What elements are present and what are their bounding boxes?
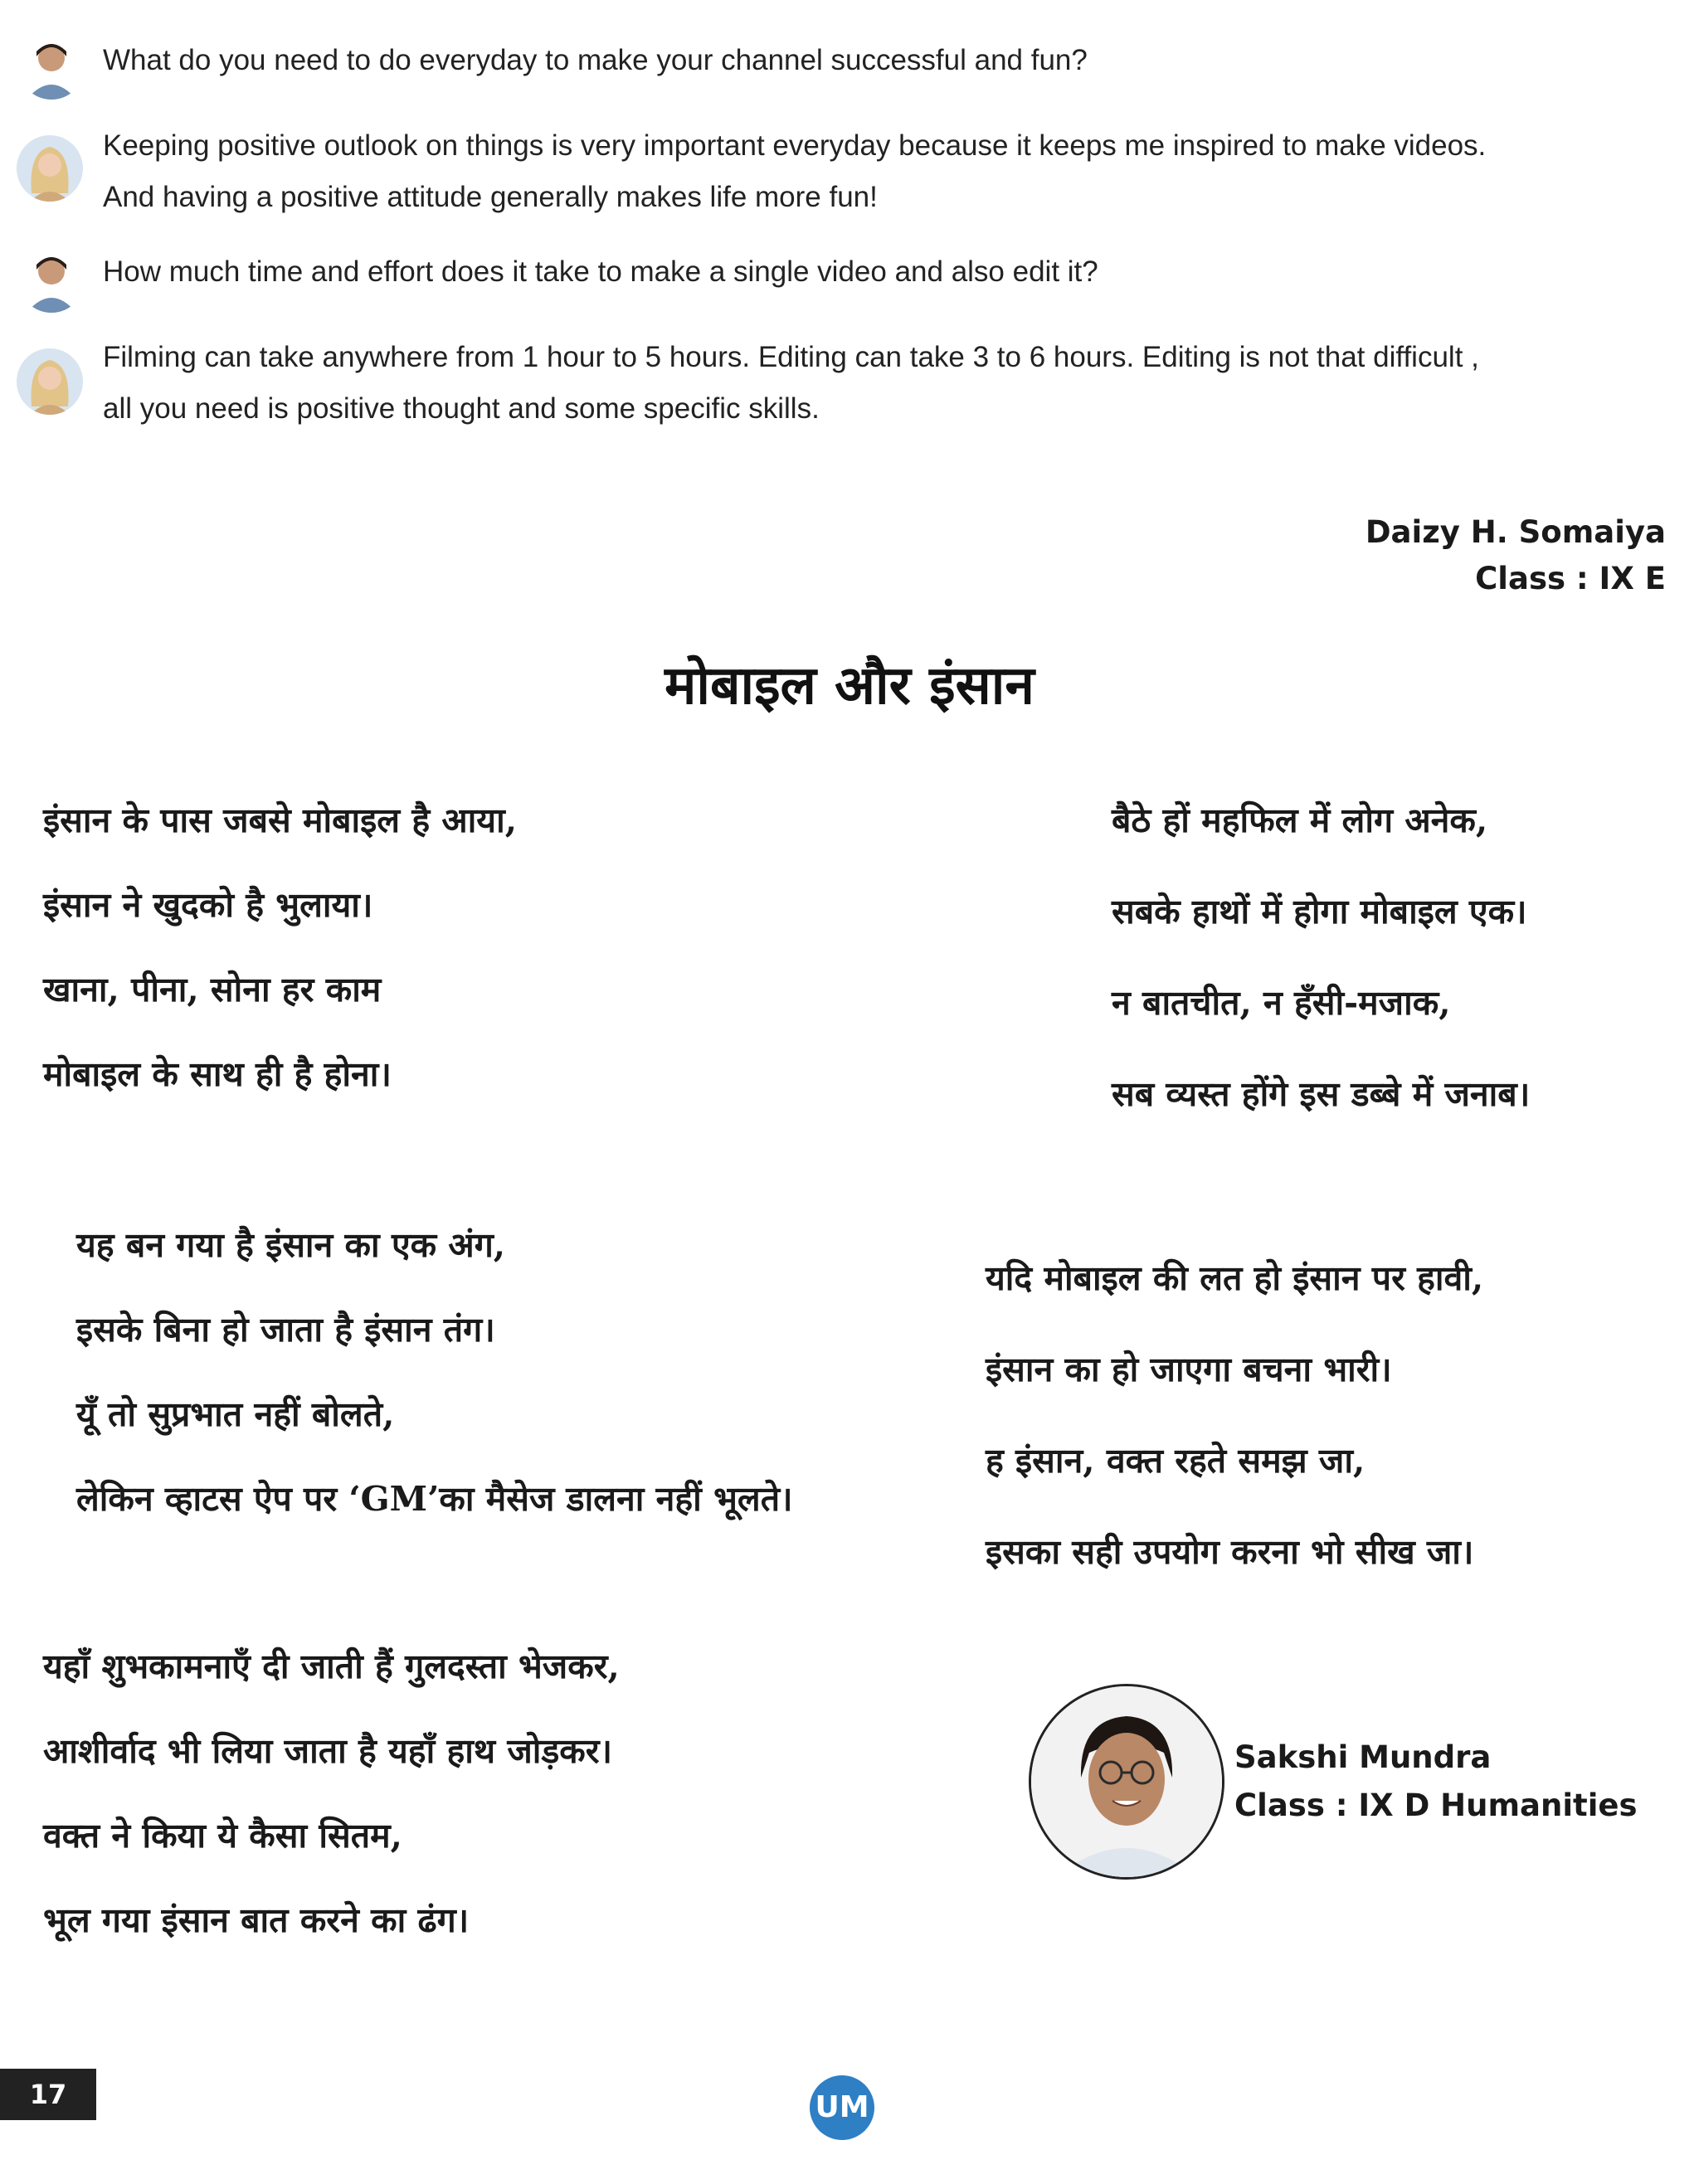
- poem-line: सबके हाथों में होगा मोबाइल एक।: [1112, 892, 1527, 931]
- interview-line: Filming can take anywhere from 1 hour to 5 hours. Editing can take 3 to 6 hours. Editing is not that difficult ,: [103, 341, 1479, 373]
- poem-line: इंसान ने खुदको है भुलाया।: [43, 885, 373, 925]
- poem-line: बैठे हों महफिल में लोग अनेक,: [1112, 800, 1488, 840]
- interview-author: [1366, 509, 1666, 602]
- page-number: 17: [0, 2069, 96, 2120]
- poem-line: भूल गया इंसान बात करने का ढंग।: [43, 1900, 470, 1940]
- poem-stanza-1: [43, 796, 517, 1135]
- poem-line: इंसान के पास जबसे मोबाइल है आया,: [43, 800, 517, 840]
- interview-line: How much time and effort does it take to make a single video and also edit it?: [103, 255, 1098, 288]
- poem-line: इसके बिना हो जाता है इंसान तंग।: [76, 1310, 495, 1350]
- interview-answer-1: [0, 120, 1699, 228]
- interview-line: all you need is positive thought and some specific skills.: [103, 392, 820, 425]
- interview-question-2: [0, 246, 1699, 304]
- poem-line: इसका सही उपयोग करना भो सीख जा।: [986, 1532, 1474, 1572]
- interview-line: And having a positive attitude generally makes life more fun!: [103, 181, 878, 213]
- author-photo-icon: [1029, 1684, 1224, 1880]
- guest-avatar-icon: [17, 348, 83, 415]
- poem-stanza-4: [986, 1254, 1483, 1619]
- author-class: Class : IX E: [1475, 561, 1666, 596]
- poem-line: यह बन गया है इंसान का एक अंग,: [76, 1225, 506, 1265]
- poem-line: वक्त ने किया ये कैसा सितम,: [43, 1816, 402, 1856]
- poem-line: खाना, पीना, सोना हर काम: [43, 970, 382, 1009]
- interview-line: Keeping positive outlook on things is very important everyday because it keeps me inspired to make videos.: [103, 129, 1487, 162]
- interview-question-1: [0, 33, 1699, 91]
- author-name: Sakshi Mundra: [1234, 1739, 1492, 1775]
- poem-line: लेकिन व्हाटस ऐप पर ‘GM’का मैसेज डालना नहीं भूलते।: [76, 1479, 793, 1519]
- poem-line: यूँ तो सुप्रभात नहीं बोलते,: [76, 1394, 395, 1434]
- interviewer-avatar-icon: [18, 246, 85, 313]
- interviewer-avatar-icon: [18, 33, 85, 100]
- poem-title: मोबाइल और इंसान: [665, 655, 1034, 717]
- guest-avatar-icon: [17, 135, 83, 202]
- poem-line: मोबाइल के साथ ही है होना।: [43, 1054, 392, 1094]
- poem-line: आशीर्वाद भी लिया जाता है यहाँ हाथ जोड़कर।: [43, 1731, 613, 1771]
- interview-line: What do you need to do everyday to make your channel successful and fun?: [103, 44, 1088, 76]
- poem-line: यहाँ शुभकामनाएँ दी जाती हैं गुलदस्ता भेजकर,: [43, 1647, 620, 1686]
- poem-author: [1234, 1734, 1638, 1830]
- poem-line: न बातचीत, न हँसी-मजाक,: [1112, 983, 1451, 1023]
- um-logo-icon: UM: [810, 2075, 874, 2140]
- author-name: Daizy H. Somaiya: [1365, 514, 1666, 550]
- poem-stanza-5: [43, 1642, 620, 1981]
- poem-stanza-2: [1112, 796, 1530, 1161]
- poem-stanza-3: [76, 1221, 793, 1559]
- author-class: Class : IX D Humanities: [1234, 1788, 1638, 1823]
- poem-line: सब व्यस्त होंगे इस डब्बे में जनाब।: [1112, 1074, 1531, 1114]
- interview-answer-2: [0, 332, 1699, 440]
- poem-line: इंसान का हो जाएगा बचना भारी।: [986, 1350, 1392, 1389]
- poem-line: यदि मोबाइल की लत हो इंसान पर हावी,: [986, 1258, 1484, 1298]
- poem-line: ह इंसान, वक्त रहते समझ जा,: [986, 1441, 1366, 1481]
